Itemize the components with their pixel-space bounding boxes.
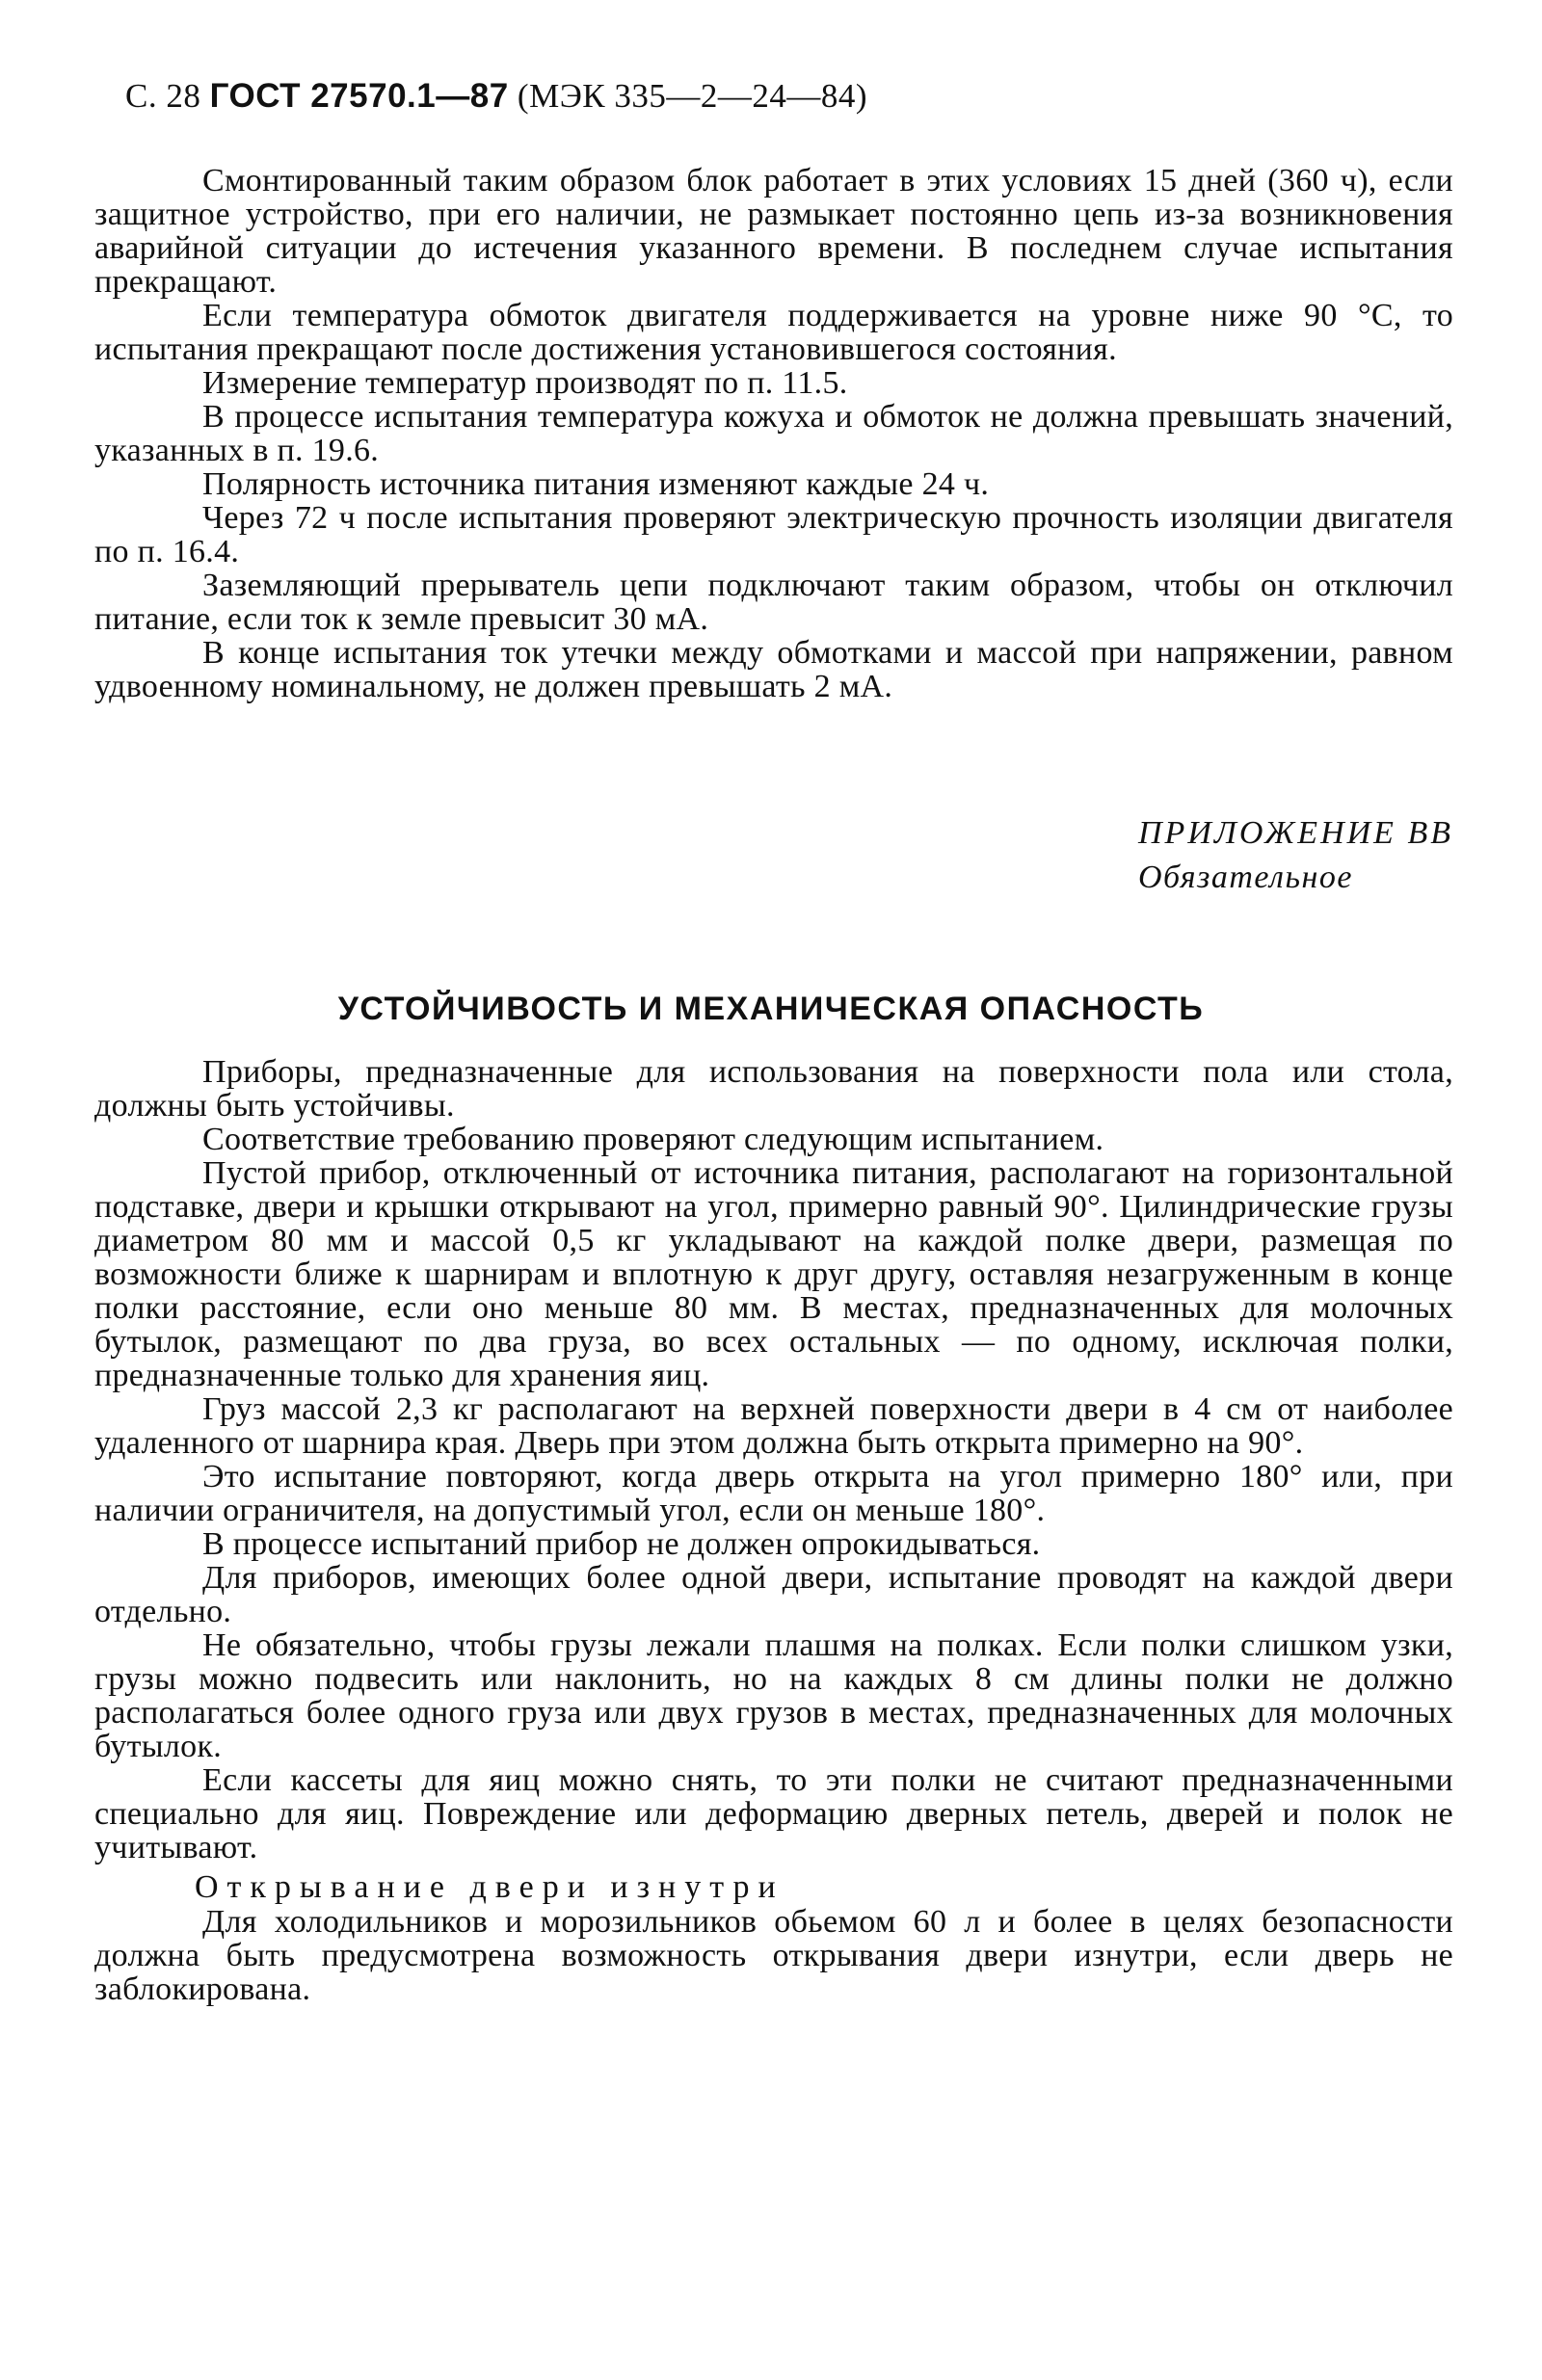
- paragraph: В процессе испытания температура кожуха и обмоток не должна превышать значений, указанных в п. 19.6.: [94, 399, 1453, 468]
- paragraph: В конце испытания ток утечки между обмотками и массой при напряжении, равном удвоенному номинальному, не должен превышать 2 мА.: [94, 635, 1453, 704]
- paragraph: Заземляющий прерыватель цепи подключают таким образом, чтобы он отключил питание, если ток к земле превысит 30 мА.: [94, 568, 1453, 637]
- paragraph: Приборы, предназначенные для использования на поверхности пола или стола, должны быть устойчивы.: [94, 1054, 1453, 1124]
- paragraph: Если температура обмоток двигателя поддерживается на уровне ниже 90 °С, то испытания прекращают после достижения установившегося состояния.: [94, 298, 1453, 367]
- paragraph: Если кассеты для яиц можно снять, то эти полки не считают предназначенными специально для яиц. Повреждение или деформацию дверных петель, дверей и полок не учитывают.: [94, 1762, 1453, 1865]
- paragraph: Не обязательно, чтобы грузы лежали плашмя на полках. Если полки слишком узки, грузы можно подвесить или наклонить, но на каждых 8 см длины полки не должно располагаться более одного груза или двух грузов в местах, предназначенных для молочных бутылок.: [94, 1627, 1453, 1764]
- running-header: [125, 77, 867, 116]
- paragraph: Это испытание повторяют, когда дверь открыта на угол примерно 180° или, при наличии ограничителя, на допустимый угол, если он меньше 180°.: [94, 1459, 1453, 1528]
- paragraph: Пустой прибор, отключенный от источника питания, располагают на горизонтальной подставке, двери и крышки открывают на угол, примерно равный 90°. Цилиндрические грузы диаметром 80 мм и массой 0,5 кг укладывают на каждой полке двери, размещая по возможности ближе к шарнирам и вплотную к друг другу, оставляя незагруженным в конце полки расстояние, если оно меньше 80 мм. В местах, предназначенных для молочных бутылок, размещают по два груза, во всех остальных — по одному, исключая полки, предназначенные только для хранения яиц.: [94, 1155, 1453, 1393]
- paragraph: В процессе испытаний прибор не должен опрокидываться.: [202, 1526, 1041, 1562]
- annex-status: Обязательное: [1138, 859, 1353, 895]
- section-title: УСТОЙЧИВОСТЬ И МЕХАНИЧЕСКАЯ ОПАСНОСТЬ: [337, 991, 1205, 1027]
- paragraph: Для приборов, имеющих более одной двери, испытание проводят на каждой двери отдельно.: [94, 1560, 1453, 1629]
- paragraph: Для холодильников и морозильников обьемом 60 л и более в целях безопасности должна быть предусмотрена возможность открывания двери изнутри, если дверь не заблокирована.: [94, 1904, 1453, 2007]
- paragraph: Через 72 ч после испытания проверяют электрическую прочность изоляции двигателя по п. 16.4.: [94, 500, 1453, 569]
- paragraph: Груз массой 2,3 кг располагают на верхней поверхности двери в 4 см от наиболее удаленного от шарнира края. Дверь при этом должна быть открыта примерно на 90°.: [94, 1391, 1453, 1461]
- iec-reference: (МЭК 335—2—24—84): [508, 77, 868, 115]
- stability-section-text: [94, 1055, 1453, 2006]
- subsection-heading: Открывание двери изнутри: [195, 1869, 784, 1905]
- annex-title: ПРИЛОЖЕНИЕ ВВ: [1138, 815, 1453, 851]
- paragraph: Полярность источника питания изменяют каждые 24 ч.: [202, 466, 990, 502]
- paragraph: Соответствие требованию проверяют следующим испытанием.: [202, 1122, 1104, 1157]
- page-number-prefix: С. 28: [125, 77, 210, 115]
- standard-number: ГОСТ 27570.1—87: [209, 77, 509, 115]
- paragraph: Смонтированный таким образом блок работает в этих условиях 15 дней (360 ч), если защитное устройство, при его наличии, не размыкает постоянно цепь из-за возникновения аварийной ситуации до истечения указанного времени. В последнем случае испытания прекращают.: [94, 163, 1453, 300]
- paragraph: Измерение температур производят по п. 11.5.: [202, 365, 848, 401]
- annex-label: [1138, 811, 1453, 900]
- test-conditions-text: [94, 164, 1453, 703]
